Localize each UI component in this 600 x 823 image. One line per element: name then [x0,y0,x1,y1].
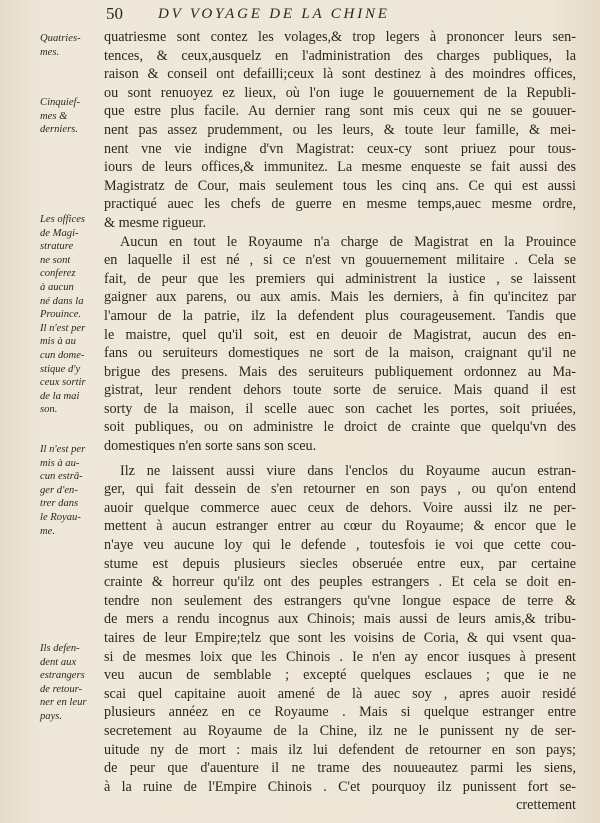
margin-line: cun dome- [40,349,85,361]
margin-line: mes & [40,110,68,122]
margin-line: trer dans [40,498,79,510]
text-line: brigue des presens. Mais des seruiteurs publiquement ordonnez au Ma- [104,363,576,380]
margin-line: Cinquief- [40,97,81,108]
text-line: taires de leur Empire;telz que sont les voisins de Coria, & qui vsent qua- [104,630,576,646]
margin-line: de Magi- [40,227,79,239]
text-line: scai quel capitaine auoit amené de là auec soy , apres auoir residé [104,685,576,702]
text-line: soit publiques, ou on administre le droict de crainte que quelqu'vn des [104,419,576,436]
page-number: 50 [106,4,123,23]
text-line: de peur que d'auenture il ne trame des nouueautez parmi les siens, [104,760,576,777]
margin-line: Ils defen- [40,643,80,654]
text-line: n'aye veu aucune loy qui le defende , toutesfois ie voi que cette cou- [104,537,576,554]
margin-line: mes. [40,46,60,58]
margin-line: derniers. [40,124,78,136]
margin-line: mis à au [40,336,76,348]
margin-line: son. [40,404,58,416]
text-line: domestiques n'en sorte sans son sceu. [104,438,317,455]
margin-line: de retour- [40,683,83,695]
margin-line: Il n'est per [40,444,86,455]
margin-line: strature [40,241,74,253]
margin-line: me. [40,525,56,537]
body-text [104,28,576,815]
margin-line: Quatries- [40,33,81,44]
margin-note-offices [40,213,102,417]
text-line: à la ruine de l'Empire Chinois . C'et pourquoy ilz punissent fort se- [104,778,576,795]
text-line: raison & conseil ont defailli;ceux là sont destinez à des moindres offices, [104,66,576,83]
text-line: si de mesmes loix que les Chinois . Ie n'en ay encor iusques à present [104,648,576,665]
margin-note-quatriesmes [40,32,102,59]
text-line: fans ou seruiteurs domestiques ne sort de la maison, craignant qu'il ne [104,345,576,362]
text-line: fait, de peur que les premiers qui administrent la iustice , se laissent [104,270,576,287]
text-line: stume est depuis plusieurs siecles obseruée entre eux, par certaine [104,555,576,572]
margin-line: né dans la [40,295,84,307]
margin-line: Les offices [40,214,86,225]
paragraph [104,28,576,233]
text-line: nent vne vie indigne d'vn Magistrat: ceux-cy sont priuez pour tous- [104,140,576,157]
catchword: crettement [516,797,576,814]
margin-note-defendent [40,642,102,724]
running-title: DV VOYAGE DE LA CHINE [158,6,390,22]
text-line: ger, qui fait dessein de s'en retourner en son pays , ou qu'on entend [104,481,576,498]
text-line: l'amour de la patrie, ilz la defendent plus courageusement. Tandis que [104,307,576,324]
text-line: que estre plus facile. Au dernier rang sont mis ceux qui ne se gouuer- [104,103,576,120]
text-line: uitude ny de mort : mais ilz lui defendent de retourner en son pays; [104,741,576,758]
text-line: crainte & horreur qu'ilz ont des peuples estrangers . Et cela se doit en- [104,574,576,591]
text-line: en laquelle il est né , si ce n'est vn gouuernement militaire . Cela se [104,252,576,269]
page-header [106,2,576,26]
margin-line: mis à au- [40,457,80,469]
margin-line: estrangers [40,670,85,682]
margin-line: ner en leur [40,697,87,709]
text-line: Magistratz de Cour, mais seulement tous les cinq ans. Ce qui est aussi [104,177,576,194]
text-line: sorty de la maison, il scelle auec son cachet les portes, soit priuées, [104,400,576,417]
text-line: practiqué auec les chefs de guerre en mesme temps,auec mesme ordre, [104,196,576,213]
text-line: le maistre, quel qu'il soit, est en deuoir de Magistrat, aucun des en- [104,326,576,343]
margin-line: Prouince. [40,309,82,321]
text-line: quatriesme sont contez les volages,& trop legers à prononcer leurs sen- [104,29,576,45]
margin-line: Il n'est per [40,322,86,334]
margin-line: cun estrā- [40,471,83,483]
margin-line: le Royau- [40,511,81,523]
text-line: tences, & ceux,ausquelz en l'administration des charges publiques, la [104,47,576,64]
margin-line: dent aux [40,656,77,668]
text-line: tendre non seulement des estrangers qu'vne longue espace de terre & [104,592,576,609]
text-line: veu aucun de semblable ; excepté quelques esclaues ; que ie ne [104,667,576,684]
margin-line: ne sont [40,254,71,266]
margin-line: stique d'y [40,363,81,375]
text-line: mettent à aucun estranger entrer au cœur du Royaume; & encor que le [104,518,576,535]
text-line: iours de leurs offices,& immunitez. La mesme enqueste se fait aussi des [104,159,576,176]
margin-line: ceux sortir [40,377,86,389]
text-line: gistrat, leur rendent dehors toute sorte de seruice. Mais quand il est [104,382,576,399]
margin-line: conferez [40,268,76,280]
margin-line: ger d'en- [40,484,78,496]
text-line: plusieurs annéez en ce Royaume . Mais si quelque estranger entre [104,704,576,721]
margin-line: pays. [40,710,63,722]
margin-note-estranger [40,443,102,538]
text-line: gaigner aux parens, ou aux amis. Mais les derniers, à fin qu'incitez par [104,289,576,306]
text-line: ou sont renuoyez ez lieux, où l'on iuge le gouuernement de la Republi- [104,84,576,101]
text-line: & mesme rigueur. [104,214,207,231]
text-line: Ilz ne laissent aussi viure dans l'enclos du Royaume aucun estran- [120,462,576,479]
text-line: nent pas assez prudemment, ou les leurs, & toute leur famille, & mei- [104,121,576,138]
margin-note-cinquiesmes [40,96,102,137]
paragraph [104,462,576,815]
text-line: de mers a rendu incognus aux Chinois; mais aussi de leurs amis,& tribu- [104,611,576,628]
text-line: Aucun en tout le Royaume n'a charge de Magistrat en la Prouince [120,233,576,250]
text-line: auoir quelque commerce auec ceux de dehors. Voire aussi ilz ne per- [104,499,576,516]
margin-line: à aucun [40,281,74,293]
text-line: secretement au Royaume de la Chine, ilz ne le punissent ny de ser- [104,722,576,739]
paragraph [104,233,576,456]
margin-line: de la mai [40,390,80,402]
